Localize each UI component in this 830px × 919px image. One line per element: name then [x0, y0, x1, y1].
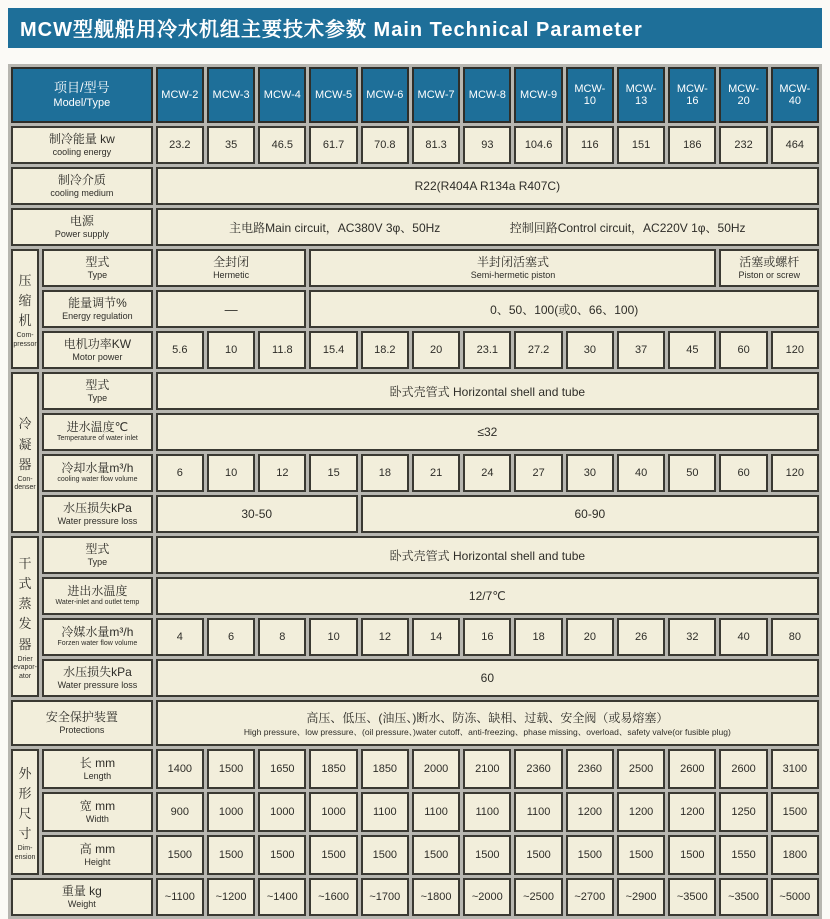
label-evaporator-water-flow: [42, 618, 153, 656]
value-cell: 1500: [514, 835, 562, 875]
label-zh: 重量 kg: [61, 884, 102, 899]
side-zh: 干式蒸发器: [18, 556, 32, 652]
value-cell: 1550: [719, 835, 767, 875]
value-cell: ~3500: [719, 878, 767, 916]
value-cell: ~2500: [514, 878, 562, 916]
evaporator-type-value: 卧式壳管式 Horizontal shell and tube: [156, 536, 819, 574]
label-length: [42, 749, 153, 789]
value-cell: 2360: [566, 749, 614, 789]
row-power-supply: [11, 208, 819, 246]
value-cell: 1200: [668, 792, 716, 832]
header-label-cell: [11, 67, 153, 123]
row-condenser-pressure-loss: [11, 495, 819, 533]
value-cell: 20: [412, 331, 460, 369]
label-height: [42, 835, 153, 875]
side-en: Con- denser: [14, 475, 36, 492]
value-cell: 1650: [258, 749, 306, 789]
power-supply-value: [156, 208, 819, 246]
header-row: [11, 67, 819, 123]
label-zh: 进水温度℃: [66, 420, 129, 435]
value-cell: 30: [566, 454, 614, 492]
value-cell: 15.4: [309, 331, 357, 369]
label-cooling-medium: [11, 167, 153, 205]
cell-en: Semi-hermetic piston: [470, 270, 556, 281]
protections-en: High pressure、low pressure、(oil pressure、)water cutoff、anti-freezing、phase missing、overload、safety valve(or fusible plug): [243, 726, 731, 737]
value-cell: 1400: [156, 749, 204, 789]
value-cell: 18.2: [361, 331, 409, 369]
value-cell: ~1100: [156, 878, 204, 916]
value-cell: 23.2: [156, 126, 204, 164]
label-en: Type: [87, 393, 108, 404]
value-cell: 27.2: [514, 331, 562, 369]
value-cell: 10: [207, 454, 255, 492]
value-cell: 5.6: [156, 331, 204, 369]
label-en: Weight: [67, 899, 96, 910]
cell-zh: 半封闭活塞式: [476, 255, 549, 270]
value-cell: 8: [258, 618, 306, 656]
power-supply-control: 控制回路Control circuit，AC220V 1φ、50Hz: [509, 220, 746, 235]
value-cell: 6: [207, 618, 255, 656]
side-label-compressor: [11, 249, 39, 369]
label-en: Water pressure loss: [57, 516, 138, 527]
compressor-type-semi-hermetic: [309, 249, 716, 287]
value-cell: 35: [207, 126, 255, 164]
side-label-condenser: [11, 372, 39, 533]
model-header-cell: MCW-40: [771, 67, 819, 123]
value-cell: 1100: [514, 792, 562, 832]
page-title: MCW型舰船用冷水机组主要技术参数 Main Technical Parameter: [8, 8, 822, 48]
side-en: Drier evapor- ator: [13, 655, 37, 680]
label-motor-power: [42, 331, 153, 369]
compressor-type-hermetic: [156, 249, 307, 287]
value-cell: 10: [309, 618, 357, 656]
label-en: Height: [84, 857, 111, 868]
label-en: Motor power: [72, 352, 123, 363]
label-zh: 安全保护装置: [45, 710, 118, 725]
value-cell: 12: [361, 618, 409, 656]
value-cell: 16: [463, 618, 511, 656]
row-compressor-type: [11, 249, 819, 287]
value-cell: 46.5: [258, 126, 306, 164]
energy-regulation-left: —: [156, 290, 307, 328]
label-en: cooling water flow volume: [57, 476, 138, 484]
model-header-cell: MCW-6: [361, 67, 409, 123]
value-cell: 1850: [309, 749, 357, 789]
model-header-cell: MCW-10: [566, 67, 614, 123]
label-zh: 能量调节%: [68, 296, 127, 311]
side-label-dimension: [11, 749, 39, 875]
row-condenser-type: [11, 372, 819, 410]
value-cell: 80: [771, 618, 819, 656]
value-cell: ~1800: [412, 878, 460, 916]
side-label-evaporator: [11, 536, 39, 697]
value-cell: 81.3: [412, 126, 460, 164]
side-en: Dim- ension: [14, 845, 36, 861]
label-weight: [11, 878, 153, 916]
row-cooling-medium: [11, 167, 819, 205]
row-energy-regulation: [11, 290, 819, 328]
value-cell: 50: [668, 454, 716, 492]
value-cell: 1500: [463, 835, 511, 875]
row-condenser-inlet-temp: [11, 413, 819, 451]
value-cell: 15: [309, 454, 357, 492]
model-header-cell: MCW-9: [514, 67, 562, 123]
cell-en: Hermetic: [213, 270, 250, 281]
model-header-cell: MCW-3: [207, 67, 255, 123]
value-cell: 10: [207, 331, 255, 369]
label-zh: 型式: [85, 378, 110, 393]
label-inlet-temp: [42, 413, 153, 451]
value-cell: 2000: [412, 749, 460, 789]
row-motor-power: [11, 331, 819, 369]
value-cell: 27: [514, 454, 562, 492]
label-zh: 宽 mm: [79, 799, 116, 814]
model-header-cell: MCW-20: [719, 67, 767, 123]
row-evaporator-water-flow: [11, 618, 819, 656]
value-cell: 1500: [771, 792, 819, 832]
value-cell: 120: [771, 331, 819, 369]
value-cell: 186: [668, 126, 716, 164]
value-cell: 1500: [361, 835, 409, 875]
label-evaporator-pressure-loss: [42, 659, 153, 697]
label-en: Water pressure loss: [57, 680, 138, 691]
row-weight: [11, 878, 819, 916]
value-cell: 1500: [566, 835, 614, 875]
value-cell: 40: [719, 618, 767, 656]
model-header-cell: MCW-13: [617, 67, 665, 123]
label-en: Temperature of water inlet: [56, 435, 138, 443]
label-zh: 高 mm: [79, 842, 116, 857]
value-cell: 60: [719, 331, 767, 369]
power-supply-main: 主电路Main circuit，AC380V 3φ、50Hz: [229, 220, 441, 235]
inlet-temp-value: ≤32: [156, 413, 819, 451]
value-cell: 24: [463, 454, 511, 492]
row-condenser-water-flow: [11, 454, 819, 492]
model-header-cell: MCW-5: [309, 67, 357, 123]
inout-temp-value: 12/7℃: [156, 577, 819, 615]
value-cell: 45: [668, 331, 716, 369]
value-cell: 2600: [719, 749, 767, 789]
label-en: Width: [85, 814, 109, 825]
value-cell: 3100: [771, 749, 819, 789]
label-en: Length: [83, 771, 112, 782]
label-condenser-pressure-loss: [42, 495, 153, 533]
row-evaporator-type: [11, 536, 819, 574]
model-header-cell: MCW-7: [412, 67, 460, 123]
value-cell: 1200: [617, 792, 665, 832]
label-compressor-type: [42, 249, 153, 287]
spec-table: [8, 64, 822, 919]
value-cell: ~2700: [566, 878, 614, 916]
cooling-medium-value: R22(R404A R134a R407C): [156, 167, 819, 205]
value-cell: 116: [566, 126, 614, 164]
label-zh: 水压损失kPa: [63, 665, 132, 680]
side-zh: 外形尺寸: [18, 765, 32, 842]
label-en: Type: [87, 270, 108, 281]
value-cell: 900: [156, 792, 204, 832]
row-length: [11, 749, 819, 789]
label-zh: 型式: [85, 542, 110, 557]
row-evaporator-inout-temp: [11, 577, 819, 615]
value-cell: 40: [617, 454, 665, 492]
value-cell: 1000: [258, 792, 306, 832]
value-cell: 70.8: [361, 126, 409, 164]
energy-regulation-right: 0、50、100(或0、66、100): [309, 290, 819, 328]
label-inout-temp: [42, 577, 153, 615]
row-cooling-energy: [11, 126, 819, 164]
label-power-supply: [11, 208, 153, 246]
value-cell: 151: [617, 126, 665, 164]
value-cell: 20: [566, 618, 614, 656]
label-zh: 电源: [69, 214, 94, 229]
value-cell: 1100: [463, 792, 511, 832]
value-cell: 1500: [668, 835, 716, 875]
evaporator-pressure-loss-value: 60: [156, 659, 819, 697]
protections-value: [156, 700, 819, 746]
label-en: Water-inlet and outlet temp: [55, 599, 140, 607]
label-en: cooling medium: [50, 188, 114, 199]
value-cell: 1000: [207, 792, 255, 832]
value-cell: 14: [412, 618, 460, 656]
row-width: [11, 792, 819, 832]
value-cell: 1500: [207, 749, 255, 789]
label-energy-regulation: [42, 290, 153, 328]
label-en: Energy regulation: [62, 311, 133, 322]
label-zh: 进出水温度: [67, 584, 128, 599]
label-evaporator-type: [42, 536, 153, 574]
value-cell: 4: [156, 618, 204, 656]
value-cell: 2360: [514, 749, 562, 789]
value-cell: 1500: [412, 835, 460, 875]
label-zh: 制冷能量 kw: [48, 132, 115, 147]
label-en: Power supply: [54, 229, 109, 240]
label-en: cooling energy: [52, 147, 112, 158]
value-cell: 1200: [566, 792, 614, 832]
value-cell: 1000: [309, 792, 357, 832]
value-cell: 12: [258, 454, 306, 492]
value-cell: 30: [566, 331, 614, 369]
label-en: Type: [87, 557, 108, 568]
value-cell: 1850: [361, 749, 409, 789]
value-cell: ~1200: [207, 878, 255, 916]
label-en: Protections: [59, 725, 105, 736]
value-cell: 104.6: [514, 126, 562, 164]
label-condenser-type: [42, 372, 153, 410]
value-cell: 18: [361, 454, 409, 492]
row-height: [11, 835, 819, 875]
model-header-cell: MCW-8: [463, 67, 511, 123]
value-cell: 93: [463, 126, 511, 164]
value-cell: 1100: [412, 792, 460, 832]
model-header-cell: MCW-4: [258, 67, 306, 123]
value-cell: 120: [771, 454, 819, 492]
label-zh: 水压损失kPa: [63, 501, 132, 516]
side-en: Com- pressor: [13, 332, 37, 348]
value-cell: ~3500: [668, 878, 716, 916]
label-condenser-water-flow: [42, 454, 153, 492]
value-cell: 1500: [309, 835, 357, 875]
value-cell: 60: [719, 454, 767, 492]
compressor-type-piston-screw: [719, 249, 819, 287]
label-protections: [11, 700, 153, 746]
value-cell: ~5000: [771, 878, 819, 916]
condenser-pressure-loss-left: 30-50: [156, 495, 358, 533]
value-cell: 1800: [771, 835, 819, 875]
value-cell: 1500: [207, 835, 255, 875]
cell-en: Piston or screw: [738, 270, 800, 281]
label-width: [42, 792, 153, 832]
condenser-pressure-loss-right: 60-90: [361, 495, 819, 533]
value-cell: ~2000: [463, 878, 511, 916]
value-cell: 464: [771, 126, 819, 164]
condenser-type-value: 卧式壳管式 Horizontal shell and tube: [156, 372, 819, 410]
row-protections: [11, 700, 819, 746]
label-zh: 冷媒水量m³/h: [61, 625, 134, 640]
value-cell: 1500: [617, 835, 665, 875]
label-cooling-energy: [11, 126, 153, 164]
label-zh: 制冷介质: [57, 173, 106, 188]
label-zh: 型式: [85, 255, 110, 270]
model-header-cell: MCW-16: [668, 67, 716, 123]
row-evaporator-pressure-loss: [11, 659, 819, 697]
value-cell: 1250: [719, 792, 767, 832]
label-zh: 冷却水量m³/h: [61, 461, 134, 476]
cell-zh: 全封闭: [213, 255, 250, 270]
label-zh: 电机功率KW: [63, 337, 132, 352]
protections-zh: 高压、低压、(油压、)断水、防冻、缺相、过载、安全阀（或易熔塞）: [306, 710, 669, 725]
value-cell: 23.1: [463, 331, 511, 369]
value-cell: 32: [668, 618, 716, 656]
label-zh: 长 mm: [79, 756, 116, 771]
value-cell: 21: [412, 454, 460, 492]
value-cell: ~1700: [361, 878, 409, 916]
label-en: Forzen water flow volume: [57, 640, 138, 648]
cell-zh: 活塞或螺杆: [739, 255, 800, 270]
value-cell: ~1600: [309, 878, 357, 916]
header-label-en: Model/Type: [53, 96, 111, 109]
value-cell: 26: [617, 618, 665, 656]
value-cell: 2500: [617, 749, 665, 789]
value-cell: 2600: [668, 749, 716, 789]
side-zh: 冷凝器: [18, 416, 32, 472]
value-cell: 232: [719, 126, 767, 164]
value-cell: ~2900: [617, 878, 665, 916]
value-cell: 37: [617, 331, 665, 369]
value-cell: 1500: [156, 835, 204, 875]
value-cell: ~1400: [258, 878, 306, 916]
value-cell: 6: [156, 454, 204, 492]
header-label-zh: 项目/型号: [54, 80, 110, 96]
value-cell: 18: [514, 618, 562, 656]
value-cell: 1100: [361, 792, 409, 832]
model-header-cell: MCW-2: [156, 67, 204, 123]
value-cell: 11.8: [258, 331, 306, 369]
value-cell: 2100: [463, 749, 511, 789]
value-cell: 1500: [258, 835, 306, 875]
value-cell: 61.7: [309, 126, 357, 164]
side-zh: 压缩机: [18, 272, 32, 329]
